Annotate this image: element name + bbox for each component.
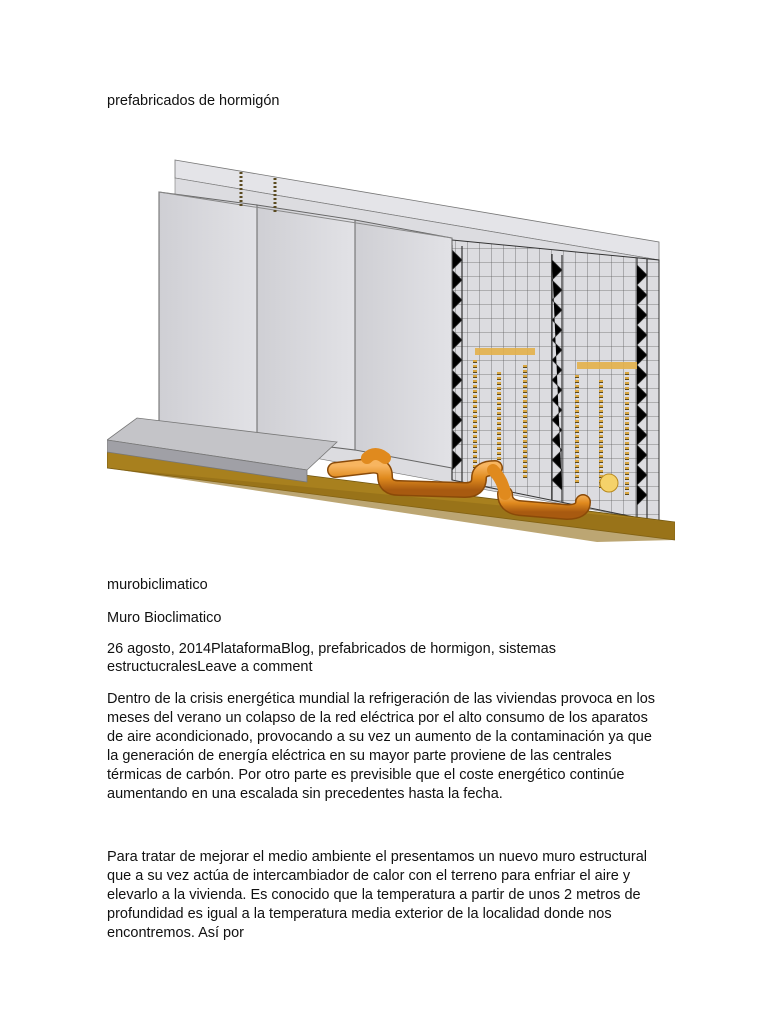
bioclimatic-wall-figure [107, 150, 675, 560]
post-meta-line-2: estructucralesLeave a comment [107, 659, 313, 675]
header-line: prefabricados de hormigón [107, 93, 280, 109]
post-title: Muro Bioclimatico [107, 610, 222, 626]
bioclimatic-wall-illustration [107, 150, 675, 560]
paragraph-2: Para tratar de mejorar el medio ambiente el presentamos un nuevo muro estructural que a su vez actúa de intercambiador de calor con el terreno para enfriar el aire y elevarlo a la vivienda. Es conocido que la temperatura a partir de unos 2 metros de profundidad es igual a la temperatura media exterior de la localidad donde nos encontremos. Así por [107, 849, 647, 941]
figure-caption: murobiclimatico [107, 577, 208, 593]
post-meta-line-1: 26 agosto, 2014PlataformaBlog, prefabricados de hormigon, sistemas [107, 641, 556, 657]
paragraph-1: Dentro de la crisis energética mundial la refrigeración de las viviendas provoca en los meses del verano un colapso de la red eléctrica por el alto consumo de los aparatos de aire acondicionado, provocando a su vez un aumento de la contaminación ya que la generación de energía eléctrica en su mayor parte proviene de las centrales térmicas de carbón. Por otro parte es previsible que el coste energético continúe aumentando en una escalada sin precedentes hasta la fecha. [107, 691, 656, 802]
